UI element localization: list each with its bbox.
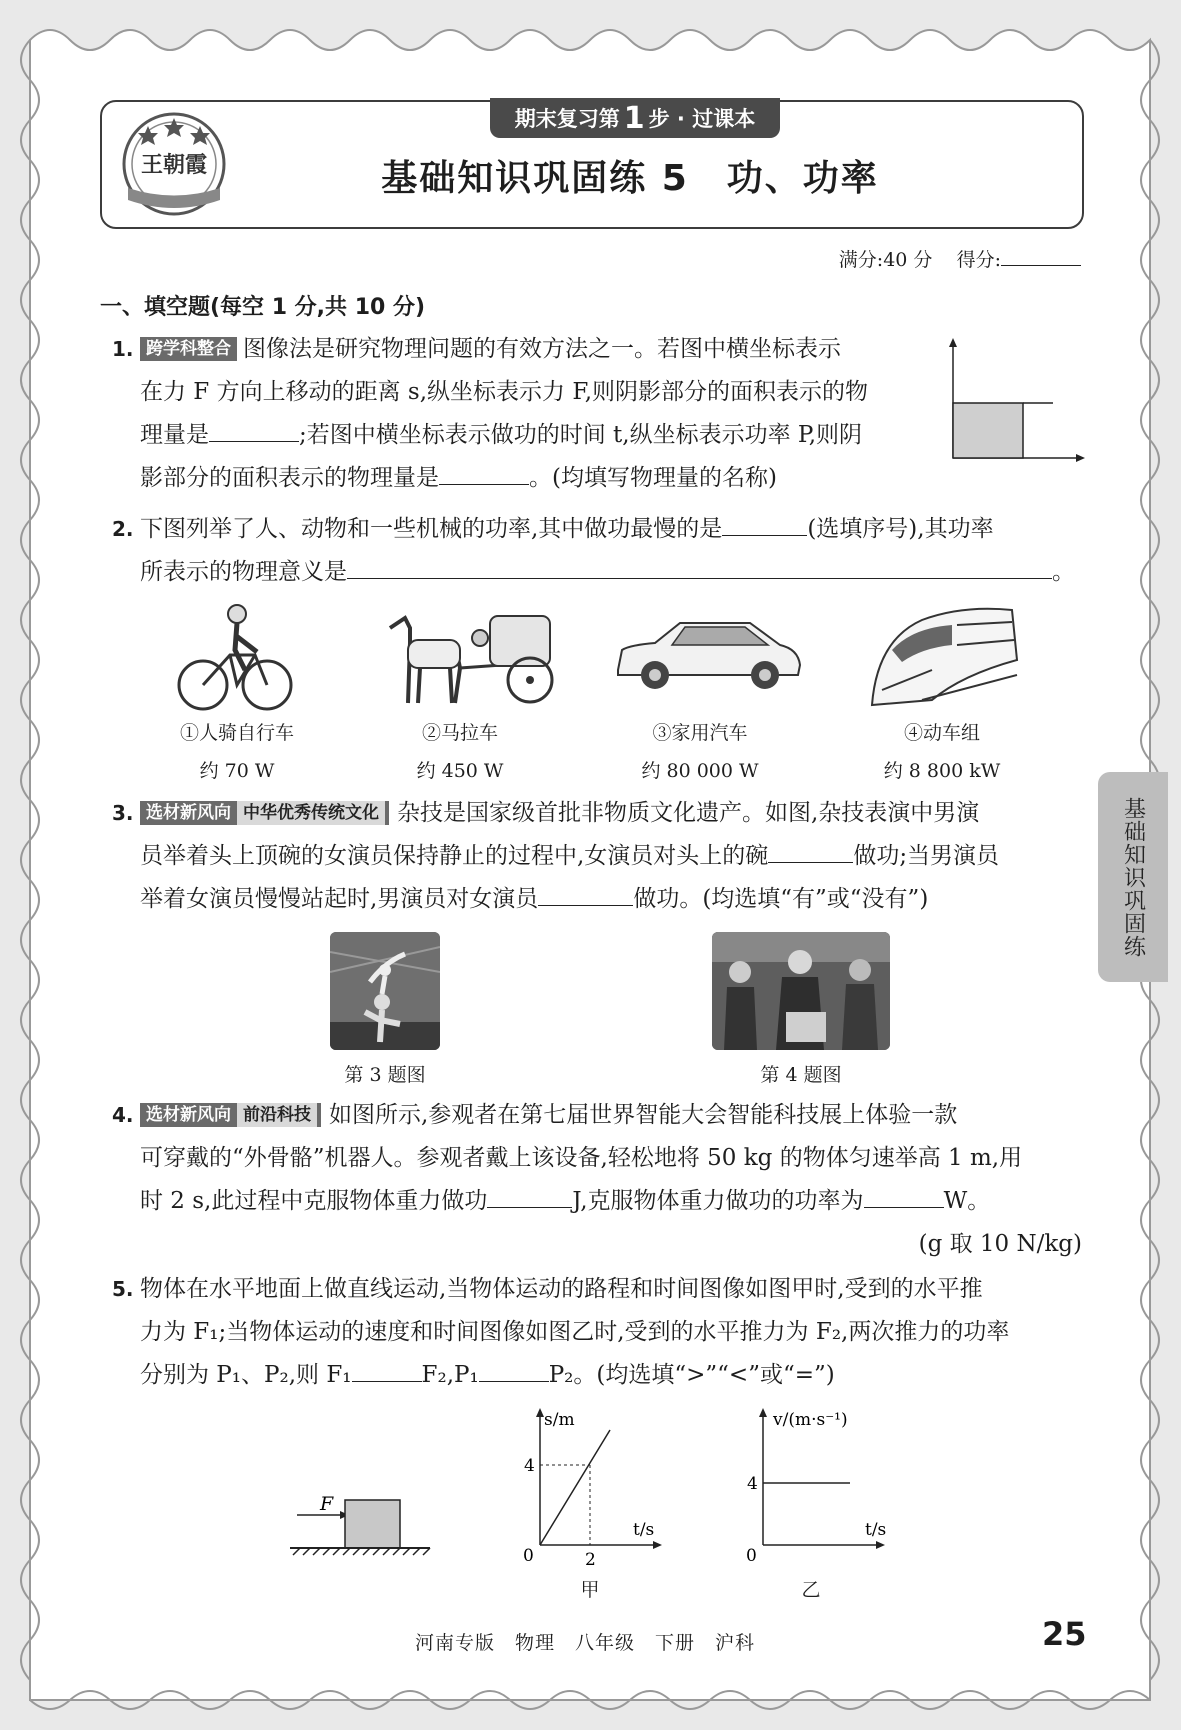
q5-line3c: P₂。(均选填“>”“<”或“=”) (548, 1362, 835, 1388)
q2-item-4-label: ④动车组 (903, 722, 980, 744)
tag-frontier-tech: 前沿科技 (237, 1103, 321, 1127)
jia-ylabel: s/m (544, 1410, 575, 1430)
q1-line4b: 。(均填写物理量的名称) (529, 465, 777, 491)
q4-line1: 如图所示,参观者在第七届世界智能大会智能科技展上体验一款 (329, 1102, 958, 1128)
q1-line2: 在力 F 方向上移动的距离 s,纵坐标表示力 F,则阴影部分的面积表示的物 (140, 379, 869, 405)
graph-yi-caption: 乙 (801, 1579, 821, 1601)
yi-ytick: 4 (747, 1474, 758, 1494)
question-number: 1. (112, 337, 134, 361)
subtitle-step: 1 (623, 100, 645, 136)
answer-blank[interactable] (347, 554, 1052, 579)
logo-text: 王朝霞 (140, 152, 208, 178)
question-number: 4. (112, 1103, 134, 1127)
page-number: 25 (1042, 1615, 1087, 1653)
q5-line1: 物体在水平地面上做直线运动,当物体运动的路程和时间图像如图甲时,受到的水平推 (140, 1276, 983, 1302)
q1-line4a: 影部分的面积表示的物理量是 (140, 465, 439, 491)
q4-line3a: 时 2 s,此过程中克服物体重力做功 (140, 1188, 488, 1214)
acrobatics-photo (330, 932, 440, 1050)
bullet-train-image (862, 600, 1022, 710)
footer-info: 河南专版 物理 八年级 下册 沪科 (415, 1632, 756, 1654)
answer-blank[interactable] (209, 417, 299, 442)
pushed-block-diagram (285, 1480, 435, 1560)
q3-line3a: 举着女演员慢慢站起时,男演员对女演员 (140, 886, 539, 912)
q4-note: (g 取 10 N/kg) (918, 1231, 1082, 1257)
q2-item-2-power: 约 450 W (416, 760, 504, 782)
q3-line2a: 员举着头上顶碗的女演员保持静止的过程中,女演员对头上的碗 (140, 843, 769, 869)
q1-line3a: 理量是 (140, 422, 209, 448)
answer-blank[interactable] (722, 511, 807, 536)
full-score: 满分:40 分 (838, 249, 933, 271)
q2-item-4-power: 约 8 800 kW (883, 760, 1001, 782)
q4-line3b: J,克服物体重力做功的功率为 (572, 1188, 864, 1214)
family-car-image (610, 615, 805, 695)
q3-line3b: 做功。(均选填“有”或“没有”) (633, 886, 929, 912)
page-title: 基础知识巩固练 5 功、功率 (381, 158, 879, 199)
q4-line3c: W。 (943, 1188, 991, 1214)
exoskeleton-photo (712, 932, 890, 1050)
answer-blank[interactable] (487, 1183, 572, 1208)
question-3 (112, 792, 1082, 921)
subtitle-suffix: 步 · 过课本 (648, 107, 756, 131)
q5-line3a: 分别为 P₁、P₂,则 F₁ (140, 1362, 352, 1388)
q1-line1: 图像法是研究物理问题的有效方法之一。若图中横坐标表示 (243, 336, 841, 362)
q2-item-3-label: ③家用汽车 (652, 722, 748, 744)
jia-xtick: 2 (585, 1550, 596, 1570)
score-label: 得分: (956, 249, 1001, 271)
answer-blank[interactable] (352, 1357, 422, 1382)
answer-blank[interactable] (768, 838, 853, 863)
q3-line2b: 做功;当男演员 (853, 843, 1000, 869)
graph-yi (735, 1405, 900, 1570)
question-number: 3. (112, 801, 134, 825)
question-4 (112, 1094, 1082, 1266)
q2-line1b: (选填序号),其功率 (807, 516, 994, 542)
question-1 (112, 328, 932, 500)
q2-line1a: 下图列举了人、动物和一些机械的功率,其中做功最慢的是 (140, 516, 723, 542)
question-5 (112, 1268, 1082, 1397)
answer-blank[interactable] (479, 1357, 549, 1382)
subtitle-prefix: 期末复习第 (514, 107, 620, 131)
q1-line3b: ;若图中横坐标表示做功的时间 t,纵坐标表示功率 P,则阴 (299, 422, 863, 448)
q2-item-1-label: ①人骑自行车 (179, 722, 294, 744)
subtitle-tab (490, 98, 780, 138)
jia-xlabel: t/s (633, 1520, 655, 1540)
publisher-logo (118, 108, 230, 220)
graph-jia-caption: 甲 (580, 1579, 600, 1601)
question-number: 2. (112, 517, 134, 541)
tag-interdisciplinary: 跨学科整合 (140, 337, 237, 361)
tag-new-material: 选材新风向 (140, 801, 237, 825)
graph-jia (515, 1405, 665, 1570)
answer-blank[interactable] (538, 881, 633, 906)
bicycle-rider-image (175, 600, 295, 715)
q1-graph (945, 338, 1085, 463)
answer-blank[interactable] (864, 1183, 944, 1208)
score-blank[interactable] (1001, 245, 1081, 266)
force-label: F (320, 1493, 334, 1515)
q2-line2a: 所表示的物理意义是 (140, 559, 347, 585)
q5-line2: 力为 F₁;当物体运动的速度和时间图像如图乙时,受到的水平推力为 F₂,两次推力的功率 (140, 1319, 1010, 1345)
tag-new-material: 选材新风向 (140, 1103, 237, 1127)
q4-line2: 可穿戴的“外骨骼”机器人。参观者戴上该设备,轻松地将 50 kg 的物体匀速举高 1 m,用 (140, 1145, 1023, 1171)
q3-line1: 杂技是国家级首批非物质文化遗产。如图,杂技表演中男演 (397, 800, 980, 826)
side-tab[interactable]: 基础知识巩固练 (1098, 772, 1168, 982)
question-2 (112, 508, 1082, 594)
q2-item-2-label: ②马拉车 (421, 722, 498, 744)
tag-traditional-culture: 中华优秀传统文化 (237, 801, 389, 825)
q2-item-1-power: 约 70 W (199, 760, 275, 782)
yi-xlabel: t/s (865, 1520, 887, 1540)
horse-cart-image (380, 608, 560, 708)
q2-line2b: 。 (1052, 559, 1075, 585)
question-number: 5. (112, 1277, 134, 1301)
fig4-caption: 第 4 题图 (760, 1064, 842, 1086)
q2-item-3-power: 约 80 000 W (641, 760, 759, 782)
yi-ylabel: v/(m·s⁻¹) (773, 1410, 848, 1430)
answer-blank[interactable] (439, 460, 529, 485)
yi-origin: 0 (746, 1546, 757, 1566)
jia-ytick: 4 (524, 1456, 535, 1476)
q5-line3b: F₂,P₁ (421, 1362, 479, 1388)
score-line (839, 245, 1081, 272)
section-heading: 一、填空题(每空 1 分,共 10 分) (100, 295, 426, 320)
fig3-caption: 第 3 题图 (344, 1064, 426, 1086)
jia-origin: 0 (523, 1546, 534, 1566)
